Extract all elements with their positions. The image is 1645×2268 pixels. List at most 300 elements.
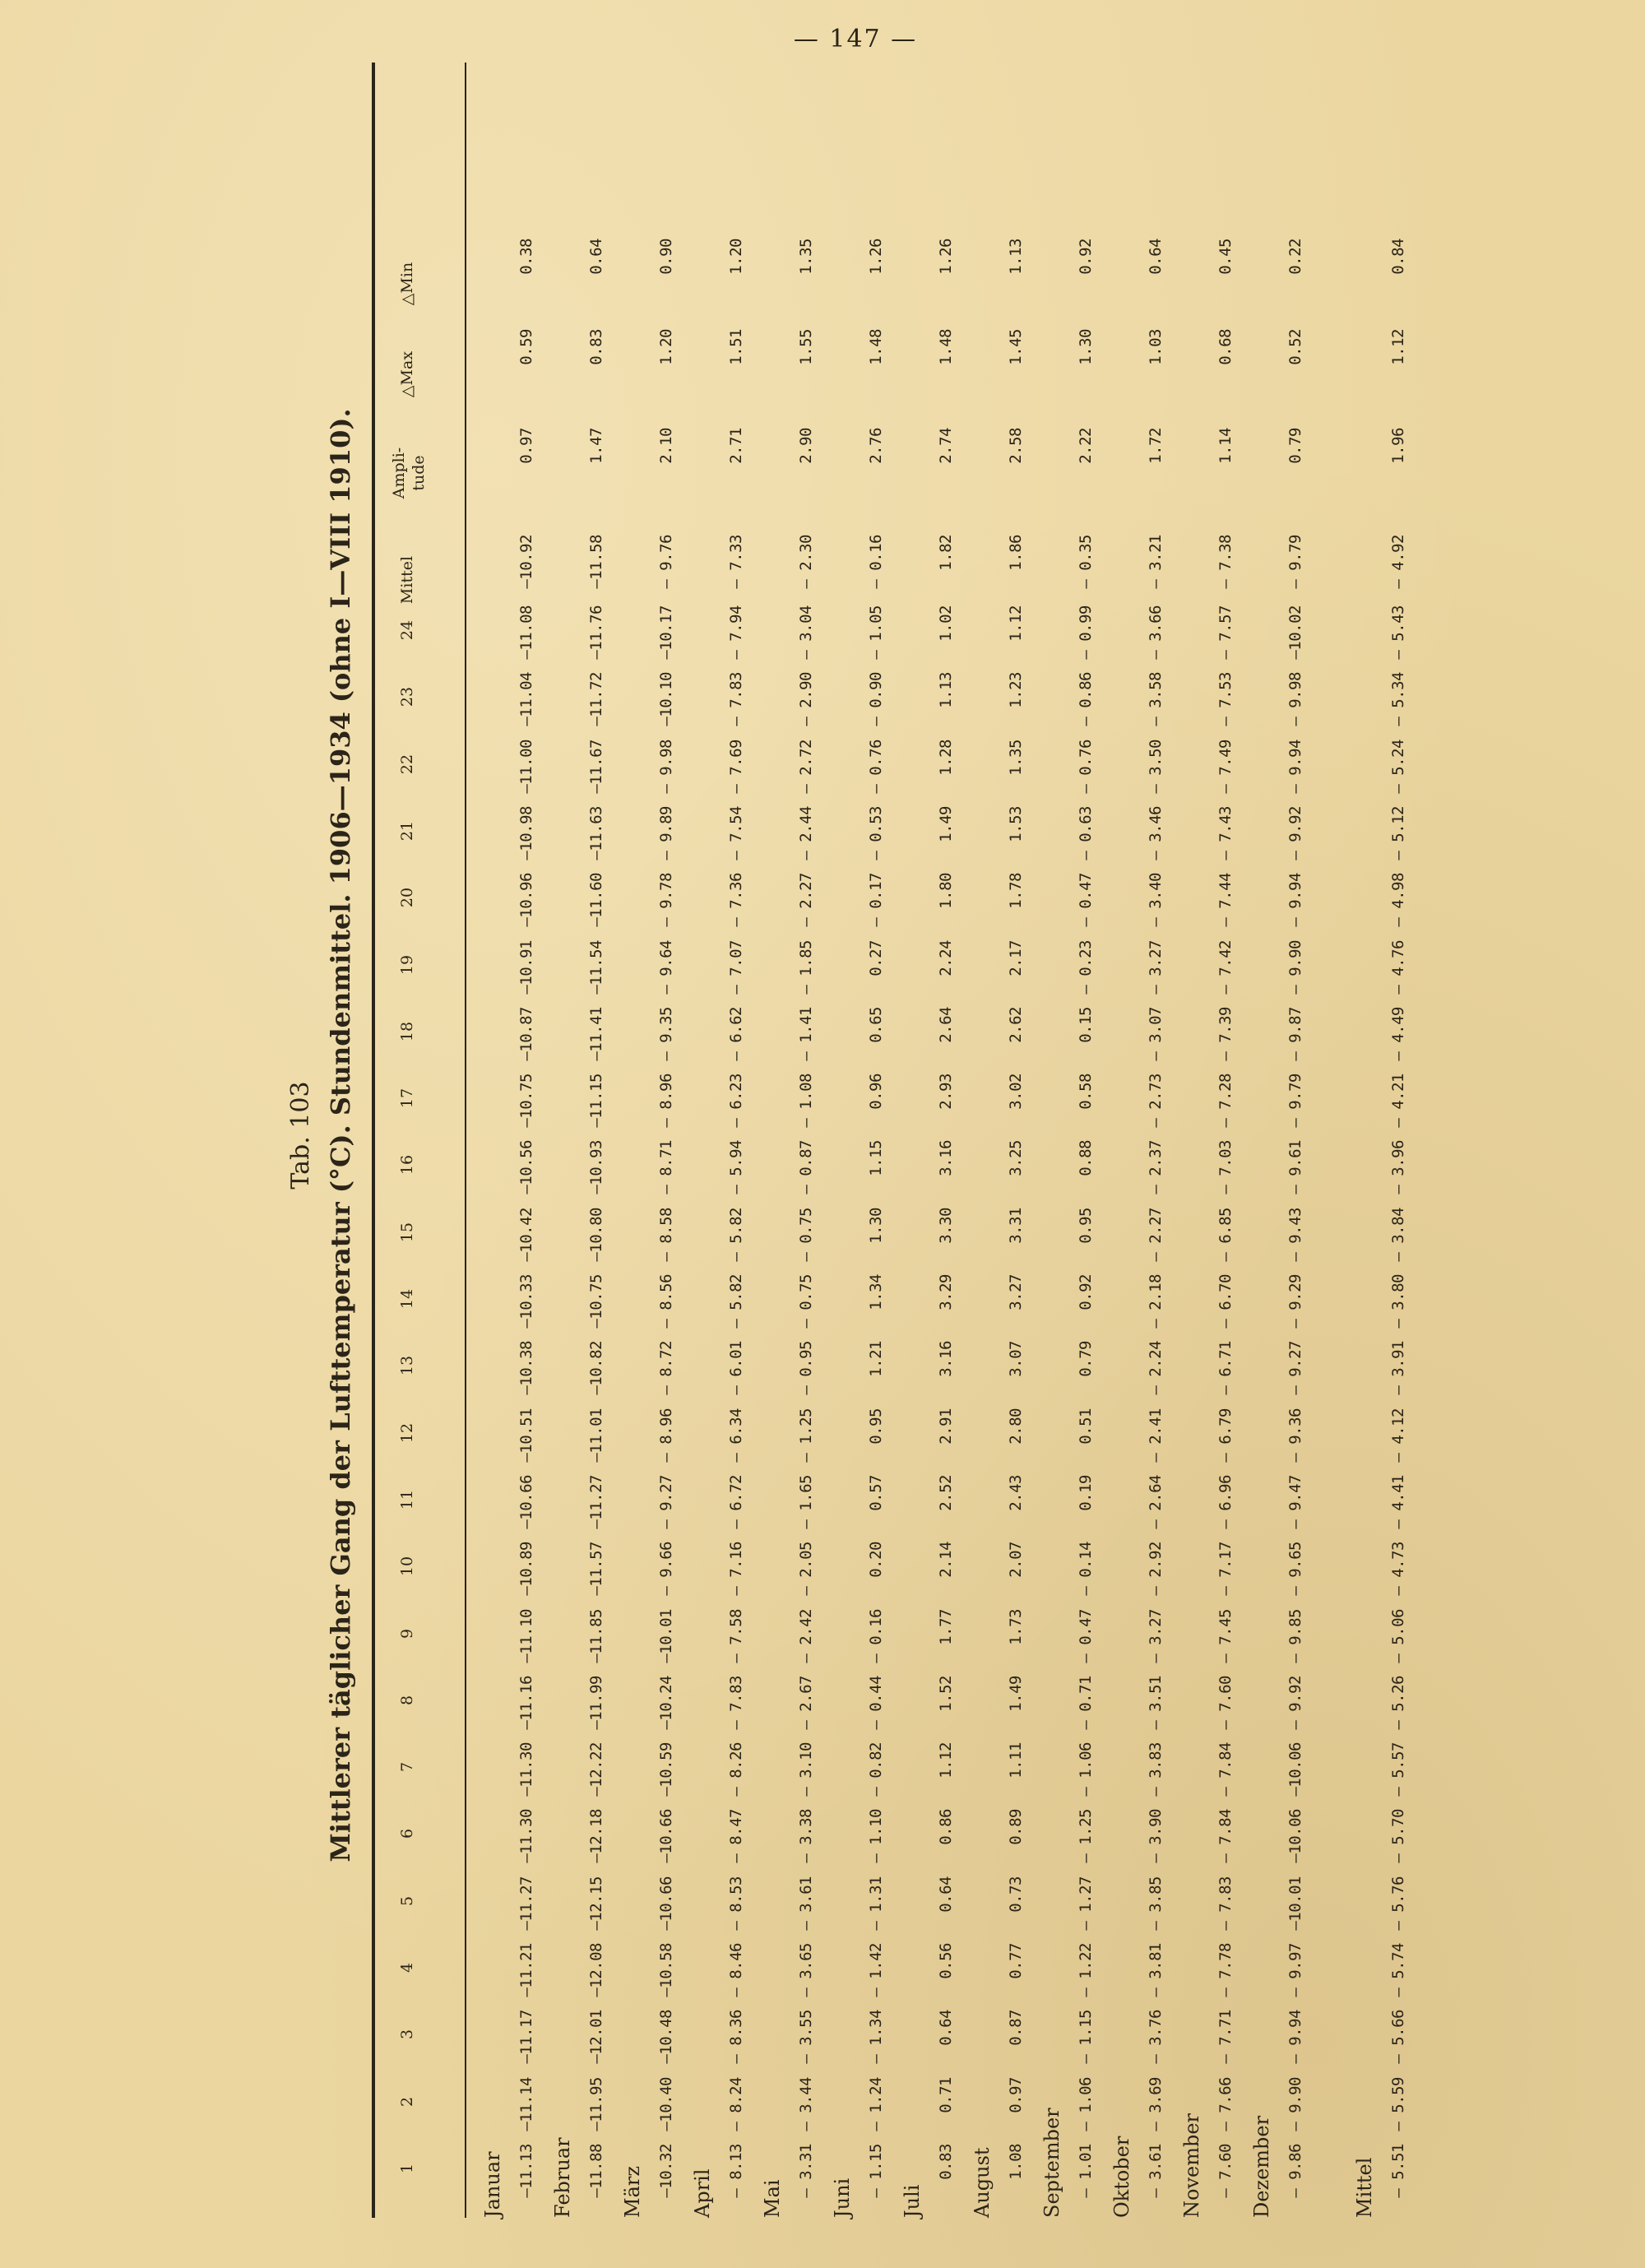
- table-cell: —11.14: [517, 2077, 535, 2131]
- table-cell: — 3.27: [1147, 940, 1165, 995]
- table-cell: — 7.44: [1216, 873, 1235, 927]
- column-header: Ampli- tude: [390, 447, 428, 499]
- table-cell: —10.66: [657, 1876, 675, 1931]
- table-cell: — 7.53: [1216, 672, 1235, 726]
- table-cell: —10.91: [517, 940, 535, 995]
- table-cell: 1.13: [1007, 239, 1025, 275]
- table-cell: — 3.38: [797, 1809, 815, 1863]
- table-cell: 2.64: [937, 1007, 955, 1043]
- column-header: 14: [398, 1288, 416, 1310]
- table-cell: —10.93: [587, 1140, 605, 1194]
- table-cell: — 1.34: [867, 2010, 885, 2064]
- table-cell: — 9.92: [1286, 1676, 1304, 1730]
- table-cell: 0.89: [1007, 1809, 1025, 1845]
- table-cell: 0.95: [867, 1408, 885, 1445]
- table-cell: — 7.60: [1216, 1676, 1235, 1730]
- table-cell: — 5.76: [1389, 1876, 1407, 1931]
- table-cell: —11.17: [517, 2010, 535, 2064]
- table-cell: 0.87: [1007, 2010, 1025, 2046]
- table-cell: — 6.72: [727, 1475, 745, 1529]
- table-cell: — 9.29: [1286, 1274, 1304, 1329]
- table-cell: — 9.90: [1286, 2077, 1304, 2131]
- column-header: 10: [398, 1556, 416, 1577]
- table-cell: —11.76: [587, 605, 605, 660]
- table-cell: 1.80: [937, 873, 955, 909]
- table-cell: — 2.67: [797, 1676, 815, 1730]
- table-cell: 1.55: [797, 329, 815, 365]
- table-cell: — 9.61: [1286, 1140, 1304, 1194]
- table-cell: —11.58: [587, 535, 605, 589]
- table-cell: —10.24: [657, 1676, 675, 1730]
- table-cell: 2.14: [937, 1542, 955, 1578]
- table-cell: 0.64: [587, 239, 605, 275]
- table-cell: — 0.95: [797, 1341, 815, 1395]
- table-cell: — 6.34: [727, 1408, 745, 1463]
- table-cell: — 6.79: [1216, 1408, 1235, 1463]
- table-cell: 3.16: [937, 1341, 955, 1377]
- table-cell: 3.29: [937, 1274, 955, 1310]
- table-cell: — 7.94: [727, 605, 745, 660]
- table-cell: 3.02: [1007, 1074, 1025, 1110]
- table-cell: 0.45: [1216, 239, 1235, 275]
- table-cell: — 9.92: [1286, 806, 1304, 860]
- row-label: November: [1180, 2113, 1203, 2218]
- table-cell: — 1.27: [1077, 1876, 1095, 1931]
- table-cell: —11.27: [587, 1475, 605, 1529]
- table-cell: — 7.78: [1216, 1943, 1235, 1997]
- table-cell: —10.32: [657, 2144, 675, 2198]
- table-cell: — 7.83: [1216, 1876, 1235, 1931]
- table-cell: 1.11: [1007, 1742, 1025, 1779]
- table-cell: 0.27: [867, 940, 885, 976]
- table-cell: — 3.80: [1389, 1274, 1407, 1329]
- table-cell: — 3.21: [1147, 535, 1165, 589]
- table-cell: 0.84: [1389, 239, 1407, 275]
- table-cell: 0.90: [657, 239, 675, 275]
- table-cell: 1.52: [937, 1676, 955, 1712]
- table-cell: 1.03: [1147, 329, 1165, 365]
- table-cell: — 3.51: [1147, 1676, 1165, 1730]
- column-header: 11: [398, 1489, 416, 1510]
- table-cell: — 9.79: [1286, 1074, 1304, 1128]
- table-cell: — 3.96: [1389, 1140, 1407, 1194]
- table-cell: — 4.73: [1389, 1542, 1407, 1596]
- table-cell: — 0.44: [867, 1676, 885, 1730]
- table-cell: —11.13: [517, 2144, 535, 2198]
- table-cell: —11.00: [517, 740, 535, 794]
- table-cell: — 0.16: [867, 1609, 885, 1663]
- table-cell: — 7.03: [1216, 1140, 1235, 1194]
- table-cell: —11.16: [517, 1676, 535, 1730]
- table-cell: — 6.62: [727, 1007, 745, 1061]
- table-cell: —12.08: [587, 1943, 605, 1997]
- table-cell: 0.56: [937, 1943, 955, 1979]
- table-cell: — 3.69: [1147, 2077, 1165, 2131]
- table-cell: —10.06: [1286, 1742, 1304, 1797]
- table-cell: 1.96: [1389, 428, 1407, 464]
- table-cell: —10.48: [657, 2010, 675, 2064]
- table-cell: — 2.44: [797, 806, 815, 860]
- table-cell: — 0.71: [1077, 1676, 1095, 1730]
- table-cell: —11.85: [587, 1609, 605, 1663]
- table-cell: 0.86: [937, 1809, 955, 1845]
- table-cell: 1.20: [657, 329, 675, 365]
- table-cell: 1.35: [797, 239, 815, 275]
- table-cell: —12.18: [587, 1809, 605, 1863]
- table-cell: — 5.51: [1389, 2144, 1407, 2198]
- row-label: September: [1040, 2108, 1063, 2218]
- table-cell: 0.83: [587, 329, 605, 365]
- table-cell: — 3.58: [1147, 672, 1165, 726]
- table-cell: — 3.90: [1147, 1809, 1165, 1863]
- table-cell: —10.92: [517, 535, 535, 589]
- table-cell: — 9.87: [1286, 1007, 1304, 1061]
- column-header: 4: [398, 1962, 416, 1973]
- table-cell: 1.12: [1007, 605, 1025, 642]
- table-cell: — 7.66: [1216, 2077, 1235, 2131]
- table-cell: — 1.24: [867, 2077, 885, 2131]
- table-cell: 2.43: [1007, 1475, 1025, 1511]
- table-cell: 1.35: [1007, 740, 1025, 776]
- table-cell: — 7.54: [727, 806, 745, 860]
- table-cell: — 5.82: [727, 1208, 745, 1262]
- column-header: 2: [398, 2096, 416, 2108]
- table-cell: — 9.98: [657, 740, 675, 794]
- table-cell: —11.88: [587, 2144, 605, 2198]
- table-cell: — 8.71: [657, 1140, 675, 1194]
- table-cell: — 9.47: [1286, 1475, 1304, 1529]
- table-cell: —11.67: [587, 740, 605, 794]
- table-cell: — 2.27: [797, 873, 815, 927]
- table-cell: — 6.71: [1216, 1341, 1235, 1395]
- table-cell: 2.90: [797, 428, 815, 464]
- table-cell: 1.28: [937, 740, 955, 776]
- table-cell: —10.58: [657, 1943, 675, 1997]
- table-cell: 0.64: [1147, 239, 1165, 275]
- table-cell: — 0.86: [1077, 672, 1095, 726]
- table-cell: —11.63: [587, 806, 605, 860]
- table-cell: 3.31: [1007, 1208, 1025, 1244]
- table-cell: — 7.57: [1216, 605, 1235, 660]
- table-cell: — 3.50: [1147, 740, 1165, 794]
- table-cell: — 0.35: [1077, 535, 1095, 589]
- table-cell: — 0.53: [867, 806, 885, 860]
- table-cell: — 8.13: [727, 2144, 745, 2198]
- table-cell: 1.34: [867, 1274, 885, 1310]
- table-cell: 0.97: [1007, 2077, 1025, 2113]
- table-cell: — 7.42: [1216, 940, 1235, 995]
- table-cell: — 8.26: [727, 1742, 745, 1797]
- table-cell: — 3.81: [1147, 1943, 1165, 1997]
- table-cell: —10.42: [517, 1208, 535, 1262]
- table-cell: — 8.96: [657, 1074, 675, 1128]
- table-cell: 1.26: [937, 239, 955, 275]
- table-cell: — 9.79: [1286, 535, 1304, 589]
- table-cell: —11.41: [587, 1007, 605, 1061]
- table-cell: — 9.35: [657, 1007, 675, 1061]
- table-cell: — 1.22: [1077, 1943, 1095, 1997]
- table-cell: — 0.47: [1077, 1609, 1095, 1663]
- table-cell: —10.87: [517, 1007, 535, 1061]
- table-cell: — 3.40: [1147, 873, 1165, 927]
- table-cell: 0.59: [517, 329, 535, 365]
- table-cell: 1.82: [937, 535, 955, 571]
- table-cell: —10.66: [657, 1809, 675, 1863]
- table-cell: 1.49: [937, 806, 955, 842]
- table-cell: 3.27: [1007, 1274, 1025, 1310]
- table-cell: — 7.58: [727, 1609, 745, 1663]
- table-cell: —11.01: [587, 1408, 605, 1463]
- column-header: 18: [398, 1021, 416, 1042]
- table-cell: — 2.42: [797, 1609, 815, 1663]
- table-row: [971, 25, 1038, 2246]
- table-cell: — 0.75: [797, 1274, 815, 1329]
- table-row: [551, 25, 619, 2246]
- table-cell: — 1.01: [1077, 2144, 1095, 2198]
- table-cell: —10.75: [517, 1074, 535, 1128]
- table-row: [1040, 25, 1108, 2246]
- table-cell: —11.04: [517, 672, 535, 726]
- table-cell: 0.58: [1077, 1074, 1095, 1110]
- header-rule: [465, 63, 466, 2218]
- table-cell: — 8.56: [657, 1274, 675, 1329]
- table-cell: — 7.33: [727, 535, 745, 589]
- column-header: 20: [398, 887, 416, 908]
- table-cell: — 2.37: [1147, 1140, 1165, 1194]
- table-cell: —11.57: [587, 1542, 605, 1596]
- table-cell: — 7.45: [1216, 1609, 1235, 1663]
- table-cell: 1.30: [867, 1208, 885, 1244]
- table-cell: —10.59: [657, 1742, 675, 1797]
- table-row: [901, 25, 968, 2246]
- table-cell: — 0.76: [1077, 740, 1095, 794]
- table-row: [691, 25, 758, 2246]
- table-cell: — 3.44: [797, 2077, 815, 2131]
- table-cell: 3.25: [1007, 1140, 1025, 1176]
- column-header: 1: [398, 2163, 416, 2174]
- table-cell: — 7.84: [1216, 1742, 1235, 1797]
- table-title: Mittlerer täglicher Gang der Lufttemperatur (°C). Stundenmittel. 1906—1934 (ohne I—VIII 1910).: [325, 408, 356, 1862]
- table-cell: —11.10: [517, 1609, 535, 1663]
- table-cell: — 0.76: [867, 740, 885, 794]
- table-cell: — 4.98: [1389, 873, 1407, 927]
- table-cell: — 4.92: [1389, 535, 1407, 589]
- table-cell: — 0.63: [1077, 806, 1095, 860]
- table-cell: — 0.17: [867, 873, 885, 927]
- table-cell: 2.62: [1007, 1007, 1025, 1043]
- table-cell: —10.02: [1286, 605, 1304, 660]
- table-cell: 2.91: [937, 1408, 955, 1445]
- table-cell: —10.66: [517, 1475, 535, 1529]
- table-cell: — 8.53: [727, 1876, 745, 1931]
- table-cell: 1.26: [867, 239, 885, 275]
- table-cell: — 3.83: [1147, 1742, 1165, 1797]
- column-header: 13: [398, 1355, 416, 1376]
- table-cell: — 8.36: [727, 2010, 745, 2064]
- table-cell: —12.01: [587, 2010, 605, 2064]
- table-cell: — 3.61: [1147, 2144, 1165, 2198]
- column-header: 5: [398, 1895, 416, 1907]
- table-cell: — 9.97: [1286, 1943, 1304, 1997]
- table-cell: — 7.83: [727, 672, 745, 726]
- column-header: 21: [398, 820, 416, 842]
- table-cell: —10.96: [517, 873, 535, 927]
- table-cell: — 7.43: [1216, 806, 1235, 860]
- table-cell: — 3.66: [1147, 605, 1165, 660]
- table-cell: — 1.25: [1077, 1809, 1095, 1863]
- table-cell: — 9.85: [1286, 1609, 1304, 1663]
- table-cell: — 9.94: [1286, 2010, 1304, 2064]
- row-label: Dezember: [1250, 2115, 1273, 2218]
- table-cell: —10.38: [517, 1341, 535, 1395]
- table-cell: — 7.71: [1216, 2010, 1235, 2064]
- table-cell: — 6.23: [727, 1074, 745, 1128]
- table-row: [1250, 25, 1318, 2246]
- table-cell: — 2.41: [1147, 1408, 1165, 1463]
- table-cell: — 9.94: [1286, 873, 1304, 927]
- table-cell: — 0.82: [867, 1742, 885, 1797]
- table-cell: — 3.07: [1147, 1007, 1165, 1061]
- table-cell: — 2.73: [1147, 1074, 1165, 1128]
- column-header: Mittel: [398, 555, 416, 605]
- column-header: △Min: [398, 262, 416, 306]
- column-header: 17: [398, 1088, 416, 1109]
- table-cell: — 3.76: [1147, 2010, 1165, 2064]
- page-number: — 147 —: [793, 25, 918, 53]
- column-header: 19: [398, 954, 416, 976]
- table-cell: — 5.06: [1389, 1609, 1407, 1663]
- table-cell: — 4.21: [1389, 1074, 1407, 1128]
- table-cell: — 7.39: [1216, 1007, 1235, 1061]
- table-cell: — 7.28: [1216, 1074, 1235, 1128]
- table-cell: — 6.01: [727, 1341, 745, 1395]
- table-cell: — 5.57: [1389, 1742, 1407, 1797]
- column-header: 3: [398, 2029, 416, 2040]
- table-cell: — 1.08: [797, 1074, 815, 1128]
- table-cell: — 9.86: [1286, 2144, 1304, 2198]
- row-label: Oktober: [1110, 2136, 1133, 2218]
- column-header: 8: [398, 1695, 416, 1706]
- table-cell: 2.24: [937, 940, 955, 976]
- table-cell: 0.77: [1007, 1943, 1025, 1979]
- table-cell: — 1.06: [1077, 1742, 1095, 1797]
- table-cell: 2.07: [1007, 1542, 1025, 1578]
- table-cell: 0.52: [1286, 329, 1304, 365]
- table-cell: —11.15: [587, 1074, 605, 1128]
- table-row: [831, 25, 898, 2246]
- table-cell: — 1.05: [867, 605, 885, 660]
- table-number: Tab. 103: [286, 1081, 315, 1190]
- table-cell: — 8.72: [657, 1341, 675, 1395]
- table-cell: — 5.24: [1389, 740, 1407, 794]
- table-cell: — 1.10: [867, 1809, 885, 1863]
- table-cell: — 7.36: [727, 873, 745, 927]
- table-cell: — 9.27: [657, 1475, 675, 1529]
- table-row: [761, 25, 828, 2246]
- table-cell: — 3.55: [797, 2010, 815, 2064]
- table-cell: —10.51: [517, 1408, 535, 1463]
- table-cell: — 1.85: [797, 940, 815, 995]
- table-cell: 1.14: [1216, 428, 1235, 464]
- table-cell: —10.89: [517, 1542, 535, 1596]
- table-cell: — 0.23: [1077, 940, 1095, 995]
- row-label: Juni: [831, 2178, 854, 2218]
- table-cell: 0.83: [937, 2144, 955, 2180]
- top-rule: [372, 63, 375, 2218]
- table-cell: 3.16: [937, 1140, 955, 1176]
- table-cell: — 3.10: [797, 1742, 815, 1797]
- table-cell: 1.23: [1007, 672, 1025, 708]
- table-cell: 0.95: [1077, 1208, 1095, 1244]
- table-cell: — 9.94: [1286, 740, 1304, 794]
- row-label: Mai: [761, 2179, 784, 2218]
- row-label: April: [691, 2168, 714, 2218]
- table-cell: — 2.30: [797, 535, 815, 589]
- table-cell: —10.06: [1286, 1809, 1304, 1863]
- table-cell: 0.79: [1077, 1341, 1095, 1377]
- table-cell: —12.22: [587, 1742, 605, 1797]
- table-cell: — 1.41: [797, 1007, 815, 1061]
- table-cell: 0.19: [1077, 1475, 1095, 1511]
- table-cell: — 9.27: [1286, 1341, 1304, 1395]
- table-cell: — 2.64: [1147, 1475, 1165, 1529]
- table-cell: — 3.61: [797, 1876, 815, 1931]
- table-cell: 2.74: [937, 428, 955, 464]
- table-cell: —11.99: [587, 1676, 605, 1730]
- table-cell: —11.30: [517, 1742, 535, 1797]
- table-cell: 1.72: [1147, 428, 1165, 464]
- table-cell: —11.54: [587, 940, 605, 995]
- table-cell: — 5.66: [1389, 2010, 1407, 2064]
- table-cell: —10.56: [517, 1140, 535, 1194]
- table-cell: 0.64: [937, 2010, 955, 2046]
- table-cell: 0.88: [1077, 1140, 1095, 1176]
- table-cell: 1.51: [727, 329, 745, 365]
- table-cell: 0.79: [1286, 428, 1304, 464]
- table-cell: — 2.90: [797, 672, 815, 726]
- table-cell: 0.64: [937, 1876, 955, 1913]
- table-cell: 2.93: [937, 1074, 955, 1110]
- table-cell: — 5.43: [1389, 605, 1407, 660]
- table-cell: — 7.60: [1216, 2144, 1235, 2198]
- table-cell: 2.76: [867, 428, 885, 464]
- row-label: Januar: [481, 2151, 504, 2218]
- row-label: Juli: [901, 2184, 924, 2218]
- table-cell: 0.15: [1077, 1007, 1095, 1043]
- table-cell: — 8.46: [727, 1943, 745, 1997]
- table-cell: — 9.36: [1286, 1408, 1304, 1463]
- table-cell: —10.01: [657, 1609, 675, 1663]
- table-header-row: [382, 25, 465, 2246]
- table-cell: 1.53: [1007, 806, 1025, 842]
- table-cell: — 1.25: [797, 1408, 815, 1463]
- table-cell: 0.22: [1286, 239, 1304, 275]
- table-cell: 1.45: [1007, 329, 1025, 365]
- table-cell: — 6.70: [1216, 1274, 1235, 1329]
- table-cell: 1.12: [1389, 329, 1407, 365]
- row-label: Februar: [551, 2137, 574, 2218]
- table-cell: — 5.82: [727, 1274, 745, 1329]
- table-cell: 2.71: [727, 428, 745, 464]
- table-cell: 0.51: [1077, 1408, 1095, 1445]
- table-cell: — 3.31: [797, 2144, 815, 2198]
- column-header: 12: [398, 1422, 416, 1444]
- table-cell: 1.48: [937, 329, 955, 365]
- table-cell: 1.21: [867, 1341, 885, 1377]
- table-cell: 1.12: [937, 1742, 955, 1779]
- table-cell: — 3.65: [797, 1943, 815, 1997]
- table-cell: —11.72: [587, 672, 605, 726]
